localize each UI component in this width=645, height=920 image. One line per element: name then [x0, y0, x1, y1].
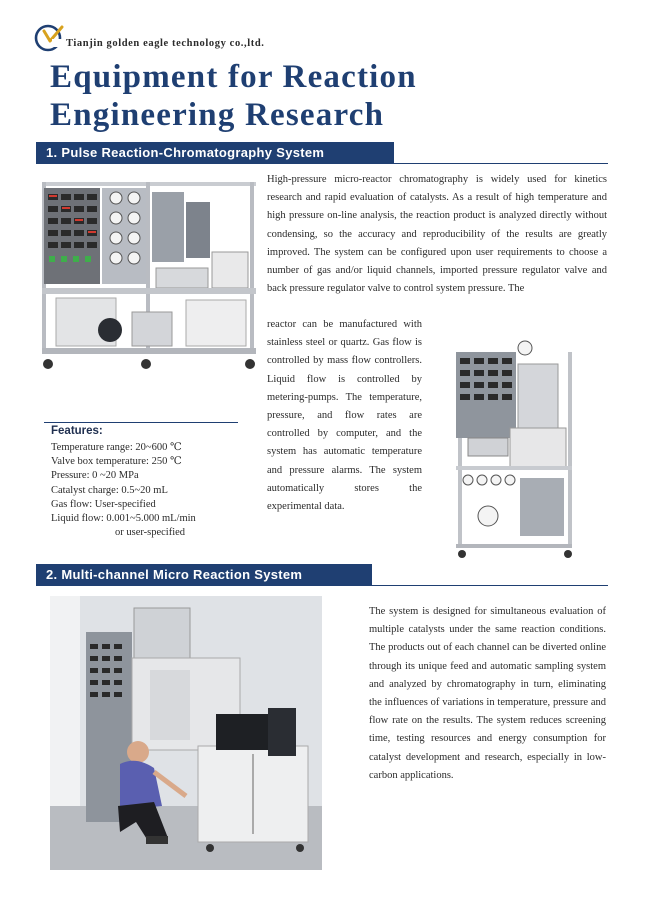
section2-heading: 2. Multi-channel Micro Reaction System [36, 564, 372, 586]
section1-heading: 1. Pulse Reaction-Chromatography System [36, 142, 394, 164]
section1-paragraph-wide: High-pressure micro-reactor chromatography is widely used for kinetics research and rapid evaluation of catalysts. As a result of high temperature and high pressure on-line analysis, the reaction product is analyzed directly without condensing, so the accuracy and reproducibility of the results are greatly improved. The system can be configured upon user requirements to choose a number of gas and/or liquid channels, imported pressure regulator valve and back pressure regulator valve to control system pressure. The [267, 174, 607, 295]
section1-divider [394, 163, 608, 164]
pulse-reaction-system-photo [36, 172, 260, 384]
features-title: Features: [51, 425, 103, 437]
feature-item: Catalyst charge: 0.5~20 mL [51, 484, 168, 496]
company-name: Tianjin golden eagle technology co.,ltd. [66, 38, 265, 49]
feature-item: Temperature range: 20~600 ℃ [51, 442, 182, 453]
feature-item: or user-specified [115, 527, 186, 539]
compact-reactor-unit-photo [450, 340, 580, 562]
features-divider [44, 422, 238, 423]
page-title [50, 58, 417, 134]
page-title-line1: Equipment for Reaction [50, 59, 417, 95]
feature-item: Liquid flow: 0.001~5.000 mL/min [51, 513, 196, 525]
section1-paragraph-narrow: reactor can be manufactured with stainless steel or quartz. Gas flow is controlled by mass flow controllers. Liquid flow is controlled by metering-pumps. The temperature, pressure, and flow rates are controlled by computer, and the system has automatic temperature and pressure alarms. The system automatically stores the experimental data. [267, 319, 422, 513]
section2-divider [372, 585, 608, 586]
page-title-line2: Engineering Research [50, 97, 385, 133]
company-logo-icon [33, 22, 65, 54]
features-list [51, 441, 196, 540]
feature-item: Valve box temperature: 250 ℃ [51, 456, 182, 468]
feature-item: Pressure: 0 ~20 MPa [51, 470, 139, 482]
section2-paragraph: The system is designed for simultaneous evaluation of multiple catalysts under the same reaction conditions. The products out of each channel can be diverted online through its unique feed and automatic sampling system and analyzed by chromatography in turn, eliminating the influences of variations in temperature, pressure and flow rate on the results. The system reduces screening time, testing resources and energy consumption for catalyst development and research, especially in low-carbon applications. [369, 606, 606, 781]
feature-item: Gas flow: User-specified [51, 498, 156, 510]
multi-channel-system-photo [50, 596, 322, 870]
